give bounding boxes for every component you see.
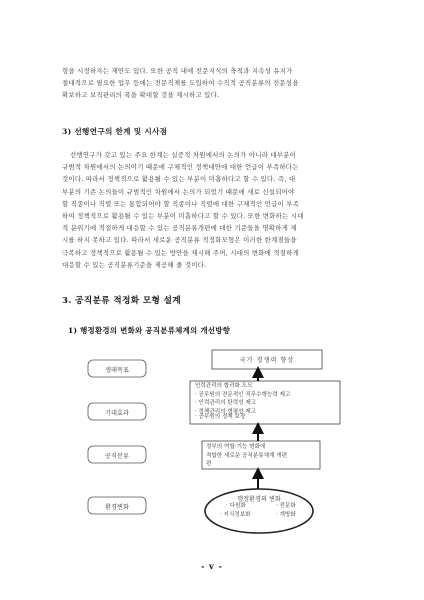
effects-line: 인력관리의 합리화 도모 (195, 383, 253, 389)
goal-box-text: 국가 경쟁력 향상 (239, 357, 295, 364)
effects-line: · 정책관리의 형평성 제고 (195, 408, 257, 415)
text-line: 할 직종이나 직렬 또는 통합되어야 할 직종이나 직렬에 대한 구체적인 언급이 부족 (62, 199, 300, 208)
chapter-heading: 3. 공직분류 적정화 모형 설계 (62, 296, 182, 306)
environment-item: · 지식정보화 (220, 512, 251, 518)
effects-box-content (195, 382, 339, 423)
text-line: 대응할 수 있는 공직분류기준을 제공해 줄 것이다. (62, 260, 207, 269)
reform-box-content (206, 443, 318, 469)
environment-label: 환경변화 (105, 504, 129, 511)
text-line: 규범적 차원에서의 논의이기 때문에 구체적인 정책대안에 대한 언급이 부족하다는 (62, 163, 299, 172)
section-heading: 3) 선행연구의 한계 및 시사점 (62, 127, 168, 136)
environment-title: 행정환경의 변화 (237, 496, 281, 503)
effects-line: · 공무원의 전문적인 직무수행능력 제고 (195, 391, 291, 398)
text-line: 선행연구가 갖고 있는 주요 한계는 실증적 차원에서의 논의가 아니라 대부분이 (70, 151, 297, 159)
environment-item: · 전문화 (276, 503, 296, 509)
text-line: 시를 하지 못하고 있다. 따라서 새로운 공직분류 적정화모형은 이러한 한계점들을 (62, 236, 297, 245)
text-line: 부분의 기존 논의들이 규범적인 차원에서 논의가 되었기 때문에 새로 신설되어야 (62, 187, 295, 196)
text-line: 절대적으로 필요한 업무 등에는 전문직제를 도입하여 수직적 공직분류의 전문성을 (62, 79, 299, 88)
environment-item: · 개방화 (276, 512, 296, 518)
reform-line: 적합한 새로운 공직분류체계 개편 (206, 452, 287, 459)
reform-line: 편 (206, 461, 212, 468)
reform-line: 정부의 역할·기능 변화에 (206, 444, 266, 450)
text-line: 적 분위기에 적절하게 대응할 수 있는 공직분류개편에 대한 기준들을 명확하게 제 (62, 224, 297, 233)
subsection-heading: 1) 행정환경의 변화와 공직분류체계의 개선방향 (68, 326, 231, 335)
effects-line: · 공무원의 정책 보장 (195, 414, 246, 421)
page-number: - v - (201, 561, 223, 571)
effect-label: 기대효과 (105, 410, 129, 417)
text-line: 것이다. 따라서 정책적으로 활용될 수 있는 부분이 미흡하다고 할 수 있다. 즉, 대 (62, 175, 296, 184)
goal-label: 생래목표 (105, 367, 129, 374)
effects-line: · 인력관리의 탄력성 제고 (195, 400, 257, 407)
text-line: 하여 정책적으로 활용될 수 있는 부분이 미흡하다고 할 수 있다. 또한 변화하는 시대 (62, 212, 304, 221)
classification-label: 공직분류 (105, 453, 129, 460)
text-line: 형을 시정하자는 제안도 있다. 또한 공직 내에 전문지식의 축적과 지속성 유지가 (62, 67, 293, 75)
text-line: 확보하고 보직관리의 폭을 확대할 것을 제시하고 있다. (62, 91, 220, 100)
text-line: 극복하고 정책적으로 활용될 수 있는 방안을 제시해 주며, 시대의 변화에 적절하게 (62, 248, 300, 257)
environment-item: · 다원화 (226, 503, 246, 509)
